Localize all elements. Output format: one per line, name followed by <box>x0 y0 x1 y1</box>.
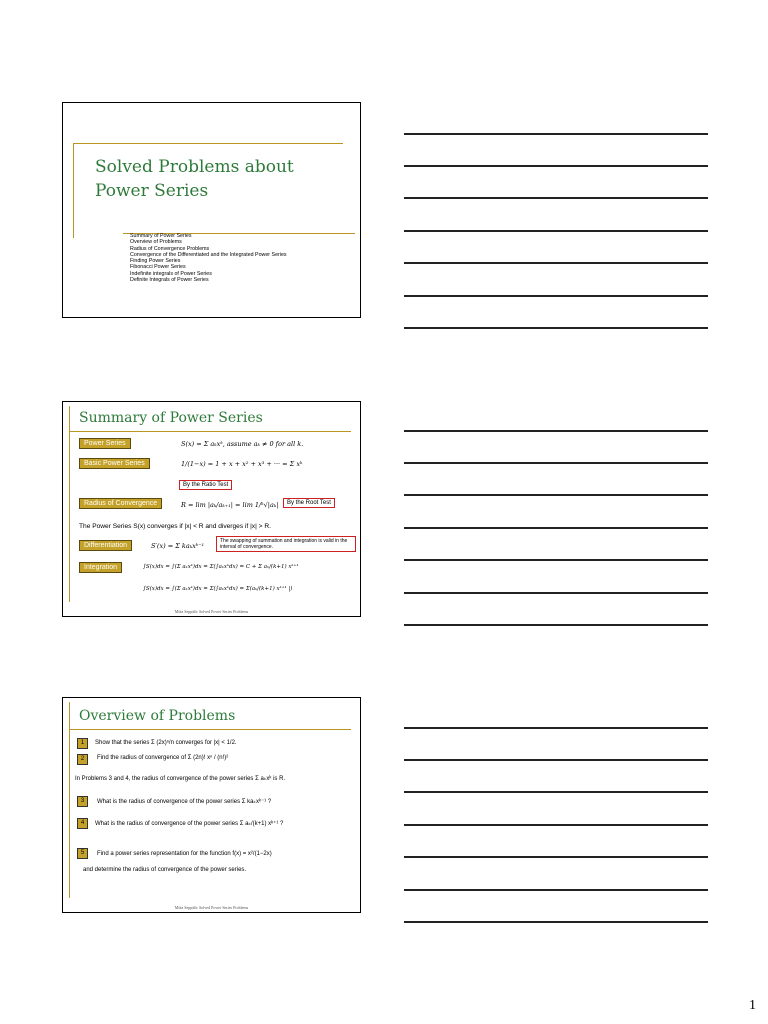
note-line <box>404 430 708 432</box>
table-of-contents <box>130 233 287 283</box>
problem-5: Find a power series representation for the function f(x) = x²/(1−2x) <box>97 851 272 857</box>
note-line <box>404 527 708 529</box>
converges-statement: The Power Series S(x) converges if |x| < R and diverges if |x| > R. <box>79 523 271 530</box>
note-line <box>404 559 708 561</box>
root-test-note: By the Root Test <box>283 498 335 508</box>
toc-item: Finding Power Series <box>130 258 181 265</box>
slide-2-footer: Mika Seppälä: Solved Power Series Problems <box>174 609 249 614</box>
toc-item: Radius of Convergence Problems <box>130 245 210 252</box>
note-line <box>404 791 708 793</box>
integration-formula-indefinite: ∫S(x)dx = ∫(Σ aₖxᵏ)dx = Σ(∫aₖxᵏdx) = C + Σ aₖ/(k+1) xᵏ⁺¹ <box>143 564 299 570</box>
note-line <box>404 759 708 761</box>
slide-3 <box>62 697 361 913</box>
problem-number-4: 4 <box>77 818 88 829</box>
title-underline <box>69 431 351 432</box>
note-line <box>404 921 708 923</box>
ratio-test-note: By the Ratio Test <box>179 480 232 490</box>
note-line <box>404 327 708 329</box>
note-line <box>404 197 708 199</box>
label-differentiation: Differentiation <box>79 540 132 551</box>
note-line <box>404 727 708 729</box>
problem-number-5: 5 <box>77 848 88 859</box>
slide-1-title-line2: Power Series <box>95 181 209 201</box>
note-line <box>404 624 708 626</box>
radius-formula: R = lim |aₖ/aₖ₊₁| = lim 1/ᵏ√|aₖ| <box>181 501 279 509</box>
toc-item: Summary of Power Series <box>130 233 192 239</box>
title-top-rule <box>73 143 343 144</box>
slide-1 <box>62 102 361 318</box>
slide-2-title: Summary of Power Series <box>79 410 263 426</box>
toc-item: Convergence of the Differentiated and the Integrated Power Series <box>130 251 287 258</box>
slide-2 <box>62 401 361 617</box>
note-line <box>404 262 708 264</box>
toc-item: Definite Integrals of Power Series <box>130 277 209 284</box>
title-vertical-rule <box>73 143 74 238</box>
differentiation-formula: S′(x) = Σ kaₖxᵏ⁻¹ <box>151 542 205 550</box>
problems-3-4-intro: In Problems 3 and 4, the radius of convergence of the power series Σ aₖxᵏ is R. <box>75 776 286 782</box>
note-line <box>404 295 708 297</box>
note-line <box>404 133 708 135</box>
slide-1-title-line1: Solved Problems about <box>95 157 294 177</box>
problem-number-1: 1 <box>77 738 88 749</box>
page-number: 1 <box>749 998 756 1013</box>
label-power-series: Power Series <box>79 438 131 449</box>
note-line <box>404 230 708 232</box>
title-underline <box>69 729 351 730</box>
slide-3-title: Overview of Problems <box>79 708 236 724</box>
note-line <box>404 592 708 594</box>
problem-1: Show that the series Σ (2x)ⁿ/n converges for |x| < 1/2. <box>95 740 237 746</box>
slide-3-footer: Mika Seppälä: Solved Power Series Problems <box>174 905 249 910</box>
label-integration: Integration <box>79 562 122 573</box>
integration-formula-definite: ∫S(x)dx = ∫(Σ aₖxᵏ)dx = Σ(∫aₖxᵏdx) = Σ(aₖ/(k+1) xᵏ⁺¹ |) <box>143 586 293 592</box>
toc-item: Overview of Problems <box>130 239 182 246</box>
note-line <box>404 165 708 167</box>
toc-item: Fibonacci Power Series <box>130 264 186 271</box>
basic-power-series-formula: 1/(1−x) = 1 + x + x² + x³ + ··· = Σ xᵏ <box>181 460 303 468</box>
note-line <box>404 856 708 858</box>
note-line <box>404 462 708 464</box>
note-line <box>404 889 708 891</box>
note-line <box>404 824 708 826</box>
title-vertical-rule <box>69 406 70 602</box>
toc-item: Indefinite integrals of Power Series <box>130 270 212 277</box>
problem-4: What is the radius of convergence of the power series Σ aₖ/(k+1) xᵏ⁺¹ ? <box>95 821 284 827</box>
problem-5-continued: and determine the radius of convergence of the power series. <box>83 867 247 873</box>
problem-2: Find the radius of convergence of Σ (2n)! xⁿ / (n!)² <box>97 755 229 761</box>
swap-note: The swapping of summation and integration is valid in the interval of convergence. <box>216 536 356 552</box>
problem-number-2: 2 <box>77 754 88 765</box>
problem-3: What is the radius of convergence of the power series Σ kaₖxᵏ⁻¹ ? <box>97 799 272 805</box>
label-basic-power-series: Basic Power Series <box>79 458 150 469</box>
title-vertical-rule <box>69 702 70 898</box>
note-line <box>404 494 708 496</box>
power-series-formula: S(x) = Σ aₖxᵏ, assume aₖ ≠ 0 for all k. <box>181 440 304 448</box>
problem-number-3: 3 <box>77 796 88 807</box>
label-radius-of-convergence: Radius of Convergence <box>79 498 162 509</box>
